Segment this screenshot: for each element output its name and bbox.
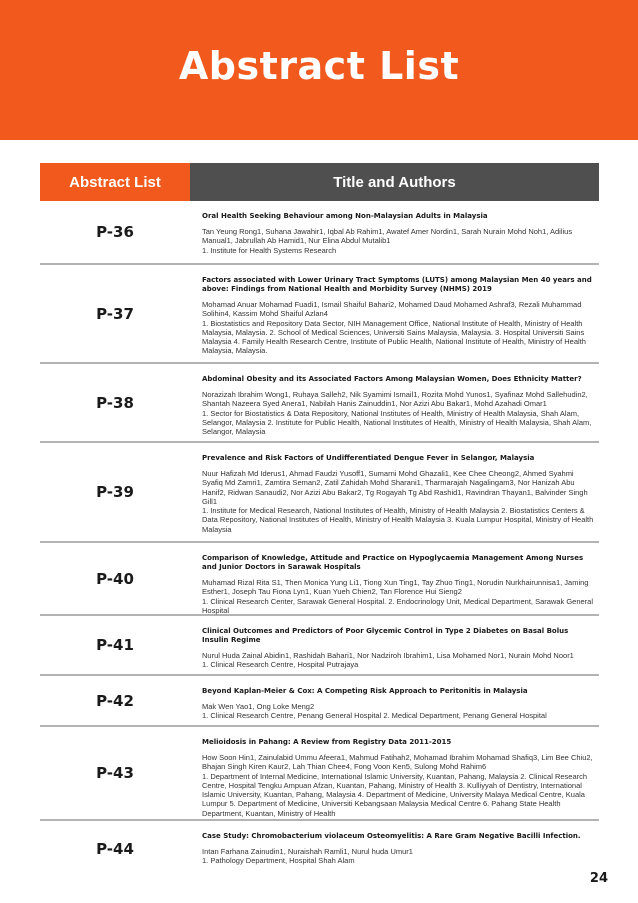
abstract-entry [190, 727, 599, 819]
abstract-code: P-42 [96, 691, 134, 710]
abstract-title: Clinical Outcomes and Predictors of Poor Glycemic Control in Type 2 Diabetes on Basal Bolus Insulin Regime [202, 627, 569, 644]
table-row [40, 443, 599, 543]
abstract-code: P-41 [96, 636, 134, 654]
title-banner [0, 0, 638, 140]
abstract-code: P-38 [96, 393, 134, 412]
abstract-entry [190, 616, 599, 674]
abstract-entry [190, 443, 599, 541]
table-row [40, 364, 599, 443]
abstract-title: Case Study: Chromobacterium violaceum Osteomyelitis: A Rare Gram Negative Bacilli Infection. [202, 832, 581, 840]
abstract-code: P-43 [96, 764, 134, 782]
abstract-code: P-39 [96, 483, 134, 501]
table-row [40, 821, 599, 877]
abstract-title: Abdominal Obesity and its Associated Factors Among Malaysian Women, Does Ethnicity Matter? [202, 375, 582, 383]
page-number: 24 [589, 871, 608, 886]
abstract-authors: Intan Farhana Zainudin1, Nuraishah Ramli1, Nurul huda Umur1 1. Pathology Department, Hospital Shah Alam [202, 847, 413, 866]
abstract-authors: Nurul Huda Zainal Abidin1, Rashidah Bahari1, Nor Nadziroh Ibrahim1, Lisa Mohamed Nor1, Nurain Mohd Noor1 1. Clinical Research Centre, Hospital Putrajaya [202, 651, 574, 670]
abstract-code: P-40 [96, 569, 134, 588]
abstract-entry [190, 543, 599, 614]
abstract-title: Factors associated with Lower Urinary Tract Symptoms (LUTS) among Malaysian Men 40 years and above: Findings from National Health and Morbidity Survey (NHMS) 2019 [202, 276, 592, 293]
abstract-entry [190, 265, 599, 362]
abstract-entry [190, 201, 599, 263]
table-row [40, 543, 599, 616]
abstract-title: Beyond Kaplan-Meier & Cox: A Competing Risk Approach to Peritonitis in Malaysia [202, 687, 528, 695]
abstract-entry [190, 676, 599, 725]
abstract-authors: How Soon Hin1, Zainulabid Ummu Afeera1, Mahmud Fatihah2, Mohamad Ibrahim Mohamad Shafiq3, Lim Bee Chiu2, Bhajan Singh Kiren Kaur2, Lah Thian Chee4, Fong Voon Ken5, Sulong Mohd Rahim6 1. Department of Internal Medicine, International Islamic University, Kuantan, Pahang, Malaysia 2. Clinical Research Centre, Hospital Tengku Ampuan Afzan, Kuantan, Pahang, Ministry of Health 3. Kulliyyah of Dentistry, International Islamic University, Kuantan, Pahang, Malaysia 4. Department of Medicine, University Malaya Medical Centre, Kuala Lumpur 5. Department of Medicine, Universiti Kebangsaan Malaysia Medical Centre 6. Pahang State Health Department, Kuantan, Ministry of Health [202, 753, 593, 818]
abstract-authors: Nuur Hafizah Md Iderus1, Ahmad Faudzi Yusoff1, Sumarni Mohd Ghazali1, Kee Chee Cheong2, Ahmed Syahmi Syafiq Md Zamri1, Zamtira Seman2, Zatil Zahidah Mohd Sharani1, Tharmarajah Nagalingam3, Nor Hanizah Abu Hanif2, Ridwan Sanaudi2, Nor Azizi Abu Bakar2, Tg Rogayah Tg Abd Rashid1, Ravindran Thayan1, Balvinder Singh Gill1 1. Institute for Medical Research, National Institutes of Health, Ministry of Health Malaysia 2. Biostatistics Centers & Data Repository, National Institutes of Health, Ministry of Health Malaysia 3. Kuala Lumpur Hospital, Ministry of Health Malaysia [202, 469, 594, 534]
abstract-authors: Muhamad Rizal Rita S1, Then Monica Yung Li1, Tiong Xun Ting1, Tay Zhuo Ting1, Norudin Nurkhairunnisa1, Jaming Esther1, Joseph Tau Fiona Lyn1, Kuan Yueh Chien2, Tan Florence Hui Sieng2 1. Clinical Research Center, Sarawak General Hospital. 2. Endocrinology Unit, Medical Department, Sarawak General Hospital [202, 578, 594, 615]
abstract-entry [190, 364, 599, 441]
table-row [40, 201, 599, 265]
table-row [40, 265, 599, 364]
abstract-table [40, 201, 599, 877]
abstract-title: Comparison of Knowledge, Attitude and Practice on Hypoglycaemia Management Among Nurses and Junior Doctors in Sarawak Hospitals [202, 554, 584, 571]
table-header [40, 163, 599, 201]
abstract-title: Melioidosis in Pahang: A Review from Registry Data 2011-2015 [202, 738, 452, 746]
table-row [40, 727, 599, 821]
page-title: Abstract List [178, 44, 460, 88]
column-header-title-authors: Title and Authors [190, 163, 599, 201]
abstract-authors: Mak Wen Yao1, Ong Loke Meng2 1. Clinical Research Centre, Penang General Hospital 2. Medical Department, Penang General Hospital [202, 702, 547, 721]
abstract-title: Prevalence and Risk Factors of Undifferentiated Dengue Fever in Selangor, Malaysia [202, 454, 535, 462]
abstract-title: Oral Health Seeking Behaviour among Non-Malaysian Adults in Malaysia [202, 212, 488, 220]
abstract-authors: Mohamad Anuar Mohamad Fuadi1, Ismail Shaiful Bahari2, Mohamed Daud Mohamed Ashraf3, Rezali Muhammad Solihin4, Kassim Mohd Shaiful Azlan4 1. Biostatistics and Repository Data Sector, NIH Management Office, National Institute of Health, Ministry of Health Malaysia, Malaysia. 2. School of Medical Sciences, Universiti Sains Malaysia, Malaysia. 3. Hospital Universiti Sains Malaysia 4. Family Health Research Centre, Institute of Public Health, National Institute of Health, Ministry of Health Malaysia, Malaysia. [202, 300, 586, 356]
table-row [40, 676, 599, 727]
abstract-authors: Norazizah Ibrahim Wong1, Ruhaya Salleh2, Nik Syamimi Ismail1, Rozita Mohd Yunos1, Syafinaz Mohd Sallehudin2, Shantah Nazeera Syed Anera1, Nabilah Hanis Zainuddin1, Nor Azizi Abu Bakar1, Mohd Azahadi Omar1 1. Sector for Biostatistics & Data Repository, National Institutes of Health, Ministry of Health Malaysia, Shah Alam, Selangor, Malaysia 2. Institute for Public Health, National Institutes of Health, Ministry of Health Malaysia, Shah Alam, Selangor, Malaysia [202, 390, 592, 437]
table-row [40, 616, 599, 676]
abstract-code: P-36 [96, 223, 134, 241]
abstract-authors: Tan Yeung Rong1, Suhana Jawahir1, Iqbal Ab Rahim1, Awatef Amer Nordin1, Sarah Nurain Mohd Noh1, Adilius Manual1, Jabrullah Ab Hamid1, Nur Elina Abdul Mutalib1 1. Institute for Health Systems Research [202, 227, 573, 255]
column-header-abstract-list: Abstract List [40, 163, 190, 201]
abstract-entry [190, 821, 599, 877]
abstract-code: P-44 [96, 840, 134, 858]
abstract-code: P-37 [96, 304, 134, 323]
